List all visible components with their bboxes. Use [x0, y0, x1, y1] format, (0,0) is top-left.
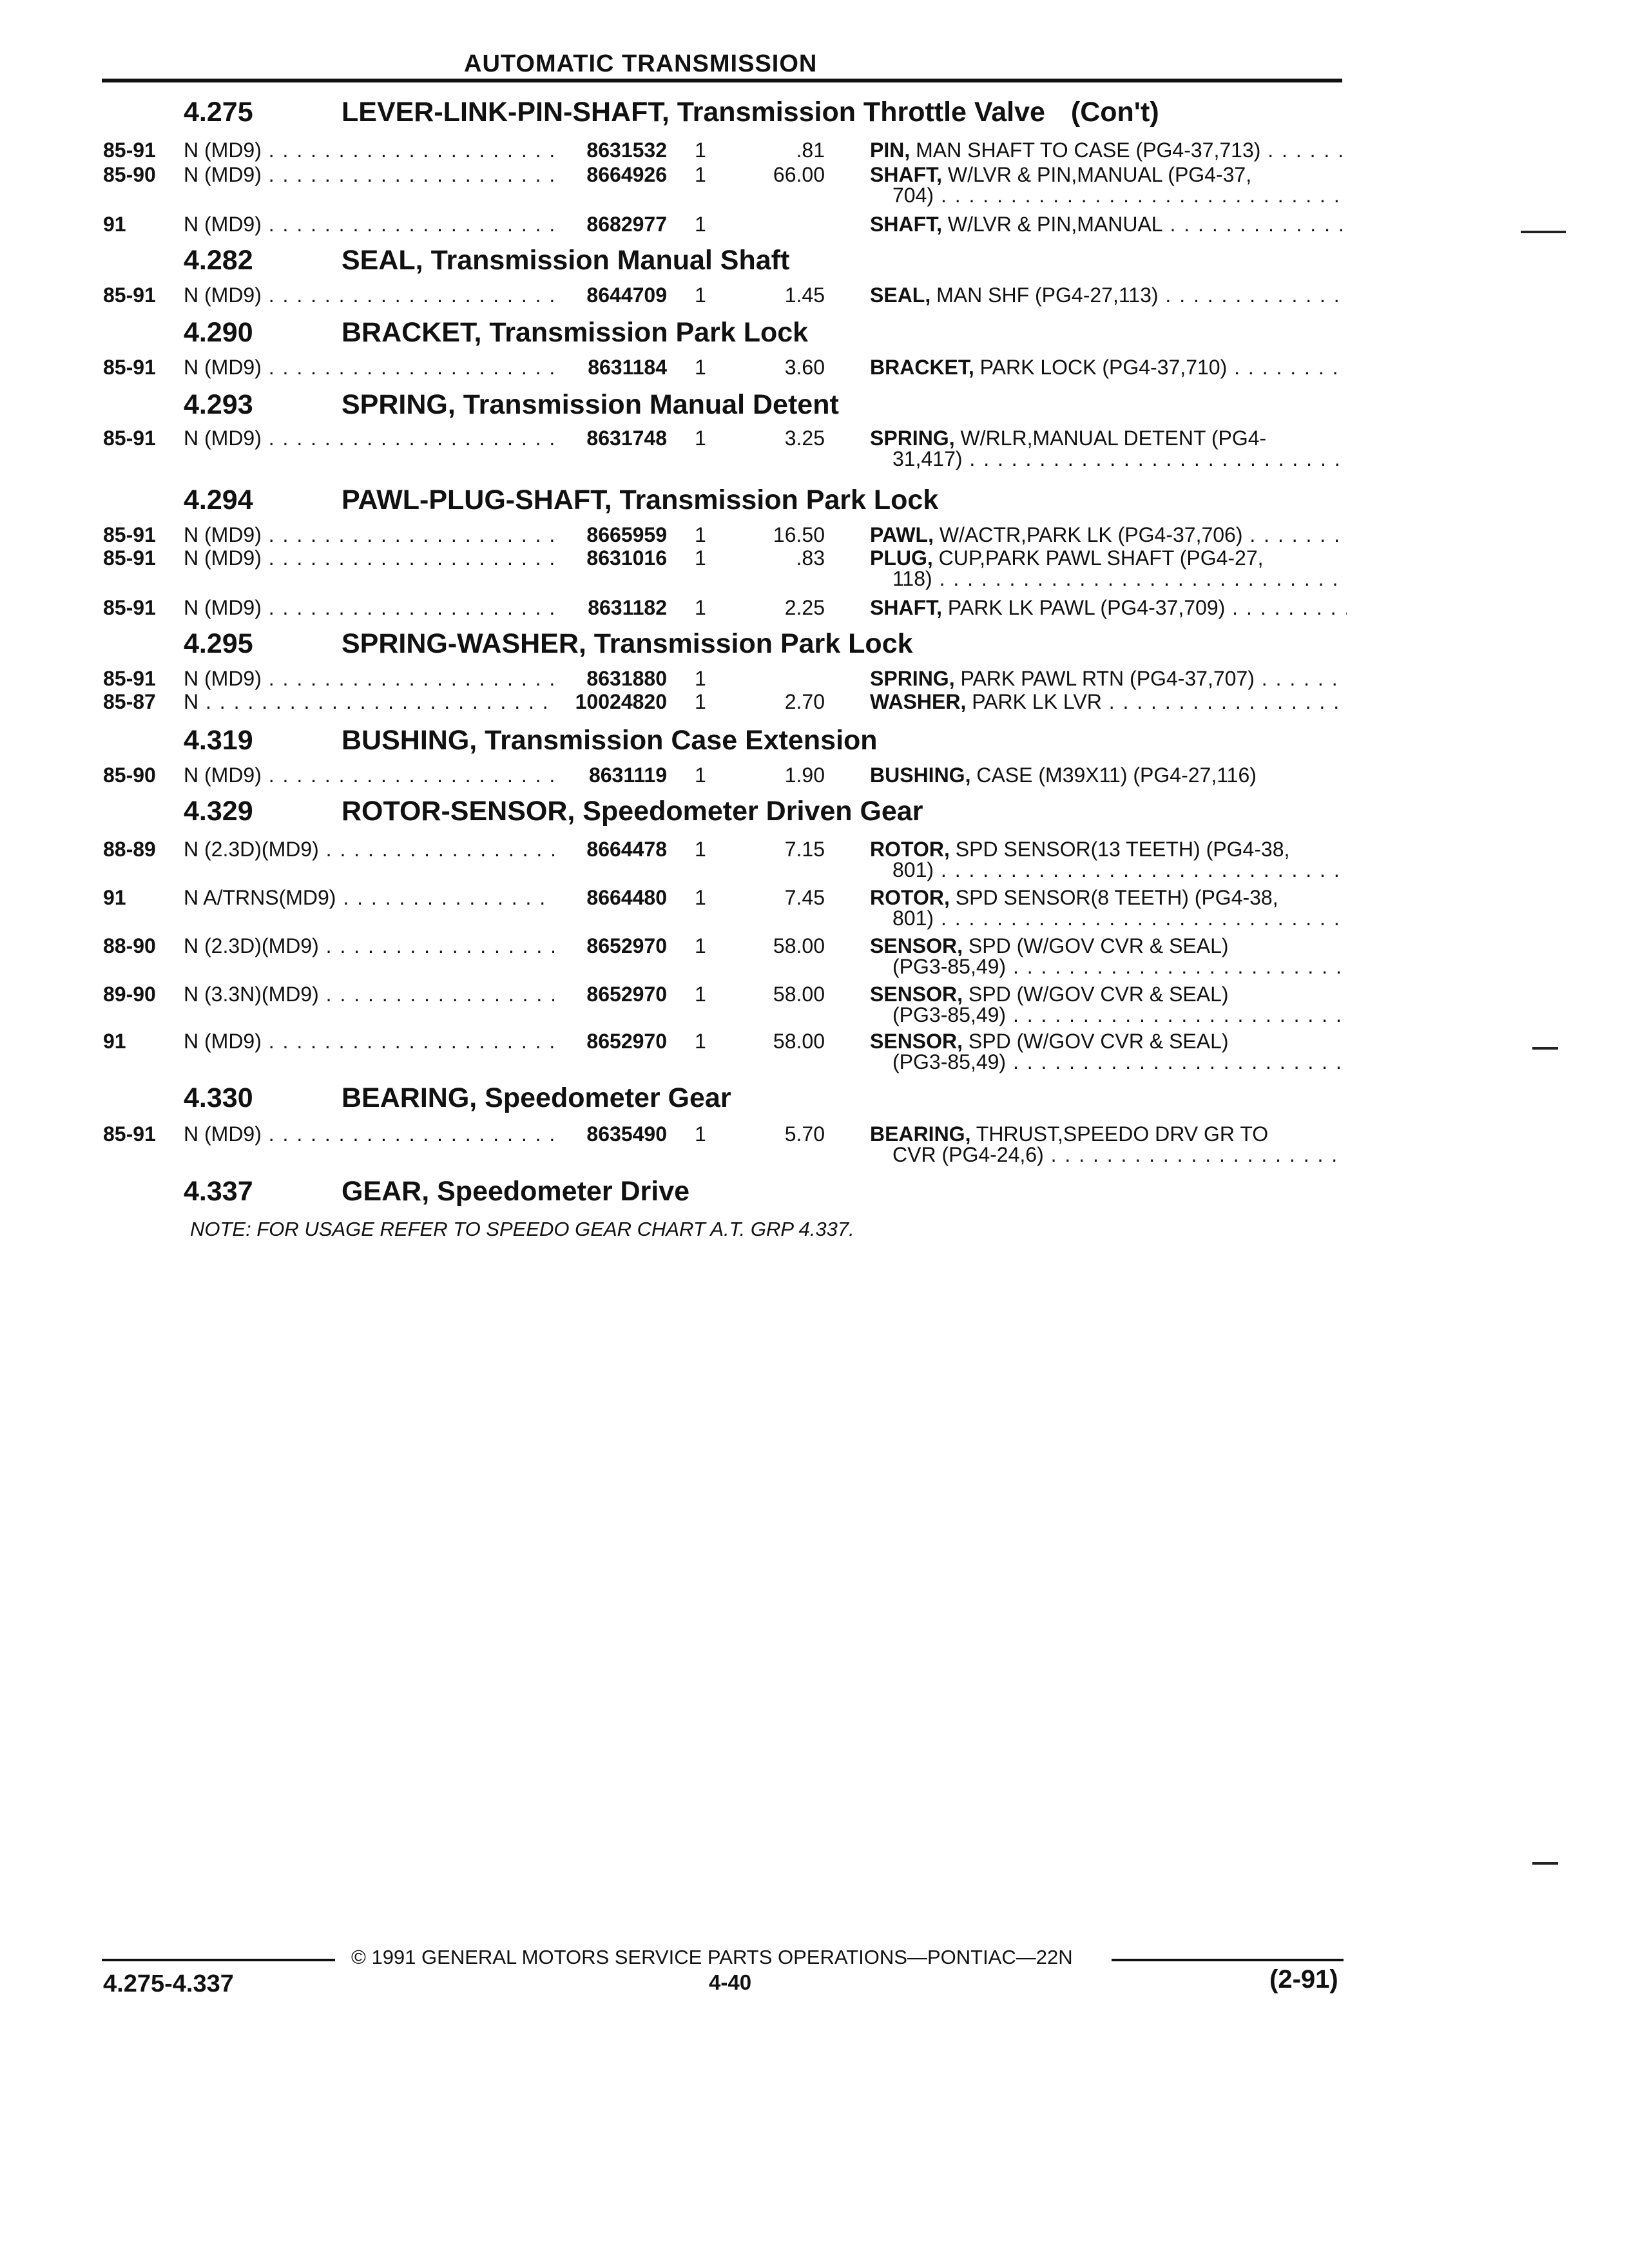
- row-description: [870, 596, 1347, 620]
- row-usage: N (2.3D)(MD9) . . .: [184, 838, 635, 861]
- group-number: 4.319: [184, 725, 253, 756]
- row-price: 58.00: [773, 934, 825, 957]
- group-heading: [184, 796, 923, 827]
- page-title: AUTOMATIC TRANSMISSION: [464, 50, 818, 77]
- margin-mark: [1532, 1862, 1558, 1865]
- row-desc-word: PLUG,: [870, 546, 933, 570]
- row-years: 85-87: [103, 690, 156, 713]
- row-desc-continued: [892, 907, 1347, 930]
- group-heading: [184, 1082, 731, 1114]
- group-title: PAWL-PLUG-SHAFT, Transmission Park Lock: [342, 485, 939, 515]
- group-title: BUSHING, Transmission Case Extension: [342, 725, 878, 756]
- row-desc-word: PIN,: [870, 139, 911, 162]
- row-years: 85-91: [103, 1122, 156, 1146]
- table-row: [103, 983, 1347, 1031]
- row-usage: N (MD9) . . .: [184, 764, 635, 787]
- row-usage: N (MD9) . . .: [184, 546, 635, 570]
- row-description: [870, 356, 1347, 380]
- row-qty: 1: [695, 163, 706, 186]
- row-usage: N (MD9) . . .: [184, 284, 635, 307]
- row-desc-line2: 118) . . .: [892, 567, 1347, 590]
- row-desc-word: SENSOR,: [870, 934, 963, 957]
- row-part-number: 8652970: [554, 934, 667, 958]
- table-row: [103, 764, 1347, 792]
- footer-rule-left: [102, 1959, 335, 1961]
- row-usage: N (MD9) . . .: [184, 139, 635, 162]
- row-description: [870, 213, 1347, 236]
- group-number: 4.290: [184, 317, 253, 348]
- row-years: 88-90: [103, 934, 156, 957]
- row-desc-text: THRUST,SPEEDO DRV GR TO: [970, 1122, 1269, 1146]
- row-years: 85-91: [103, 523, 156, 546]
- row-part-number: 8665959: [554, 523, 667, 547]
- row-usage: N A/TRNS(MD9) . . .: [184, 886, 635, 910]
- group-number: 4.330: [184, 1082, 253, 1113]
- row-years: 91: [103, 886, 126, 909]
- row-qty: 1: [695, 523, 706, 546]
- row-price: 7.45: [784, 886, 825, 909]
- table-row: [103, 690, 1347, 718]
- row-years: 91: [103, 1030, 126, 1053]
- row-part-number: 8635490: [554, 1122, 667, 1146]
- row-description: [870, 690, 1347, 714]
- row-desc-text: SPD (W/GOV CVR & SEAL): [963, 934, 1229, 957]
- row-desc-line2: (PG3-85,49) . . .: [892, 955, 1347, 978]
- group-number: 4.275: [184, 97, 253, 128]
- group-title: ROTOR-SENSOR, Speedometer Driven Gear: [342, 796, 923, 827]
- row-price: 58.00: [773, 983, 825, 1006]
- row-desc-text: PARK PAWL RTN (PG4-37,707) . . .: [955, 667, 1347, 690]
- row-price: 5.70: [784, 1122, 825, 1146]
- row-qty: 1: [695, 546, 706, 570]
- row-desc-text: W/RLR,MANUAL DETENT (PG4-: [954, 427, 1267, 450]
- table-row: [103, 934, 1347, 983]
- row-desc-text: SPD (W/GOV CVR & SEAL): [963, 983, 1229, 1006]
- row-desc-word: BRACKET,: [870, 356, 974, 379]
- table-row: [103, 596, 1347, 624]
- row-usage: N (MD9) . . .: [184, 356, 635, 380]
- row-qty: 1: [695, 427, 706, 450]
- table-row: [103, 427, 1347, 475]
- row-desc-word: SENSOR,: [870, 1030, 963, 1053]
- row-years: 85-91: [103, 284, 156, 307]
- row-qty: 1: [695, 1122, 706, 1146]
- footer-date: (2-91): [1269, 1965, 1338, 1994]
- table-row: [103, 213, 1347, 241]
- row-desc-text: MAN SHAFT TO CASE (PG4-37,713) . . .: [910, 139, 1347, 162]
- row-desc-text: PARK LK PAWL (PG4-37,709) . . .: [942, 596, 1347, 619]
- row-part-number: 8631532: [554, 139, 667, 162]
- row-usage: N (MD9) . . .: [184, 596, 635, 620]
- row-desc-word: BUSHING,: [870, 764, 971, 787]
- table-row: [103, 163, 1347, 211]
- row-years: 85-91: [103, 667, 156, 690]
- row-price: 66.00: [773, 163, 825, 186]
- row-desc-word: ROTOR,: [870, 838, 950, 861]
- row-qty: 1: [695, 596, 706, 619]
- row-desc-text: PARK LK LVR . . .: [966, 690, 1347, 713]
- row-desc-text: W/LVR & PIN,MANUAL (PG4-37,: [942, 163, 1252, 186]
- row-price: 2.25: [784, 596, 825, 619]
- row-years: 85-91: [103, 427, 156, 450]
- footer-copyright: © 1991 GENERAL MOTORS SERVICE PARTS OPERATIONS—PONTIAC—22N: [351, 1946, 1073, 1968]
- group-number: 4.329: [184, 796, 253, 827]
- row-part-number: 8664478: [554, 838, 667, 861]
- row-desc-line2: 704) . . .: [892, 184, 1347, 207]
- table-row: [103, 1122, 1347, 1171]
- row-desc-line2: 801) . . .: [892, 858, 1347, 881]
- row-qty: 1: [695, 838, 706, 861]
- row-price: 16.50: [773, 523, 825, 546]
- row-desc-word: PAWL,: [870, 523, 934, 546]
- row-desc-text: CASE (M39X11) (PG4-27,116): [970, 764, 1257, 787]
- row-desc-text: W/LVR & PIN,MANUAL . . .: [942, 213, 1347, 236]
- group-number: 4.282: [184, 245, 253, 276]
- row-description: [870, 764, 1347, 787]
- row-qty: 1: [695, 983, 706, 1006]
- row-qty: 1: [695, 886, 706, 909]
- row-qty: 1: [695, 667, 706, 690]
- row-desc-text: W/ACTR,PARK LK (PG4-37,706) . . .: [934, 523, 1347, 546]
- row-price: 7.15: [784, 838, 825, 861]
- row-usage: N . . .: [184, 690, 635, 714]
- row-years: 85-91: [103, 596, 156, 619]
- row-qty: 1: [695, 139, 706, 162]
- row-desc-word: SHAFT,: [870, 596, 942, 619]
- group-number: 4.293: [184, 389, 253, 420]
- row-part-number: 8664480: [554, 886, 667, 910]
- row-description: [870, 139, 1347, 162]
- row-desc-line2: 801) . . .: [892, 907, 1347, 930]
- table-row: [103, 356, 1347, 384]
- row-desc-text: CUP,PARK PAWL SHAFT (PG4-27,: [932, 546, 1264, 570]
- row-price: 58.00: [773, 1030, 825, 1053]
- row-part-number: 8652970: [554, 983, 667, 1006]
- row-desc-continued: [892, 184, 1347, 207]
- row-desc-word: SHAFT,: [870, 213, 942, 236]
- row-desc-word: SHAFT,: [870, 163, 942, 186]
- row-qty: 1: [695, 690, 706, 713]
- margin-mark: [1521, 231, 1566, 233]
- row-part-number: 8631184: [554, 356, 667, 380]
- row-desc-word: SEAL,: [870, 284, 931, 307]
- row-usage: N (3.3N)(MD9) . . .: [184, 983, 635, 1006]
- row-desc-word: WASHER,: [870, 690, 967, 713]
- row-price: .83: [796, 546, 825, 570]
- group-heading: [184, 628, 913, 660]
- row-desc-line2: (PG3-85,49) . . .: [892, 1050, 1347, 1073]
- row-usage: N (MD9) . . .: [184, 163, 635, 187]
- row-description: [870, 667, 1347, 691]
- row-part-number: 8631119: [554, 764, 667, 787]
- row-part-number: 8631748: [554, 427, 667, 450]
- row-qty: 1: [695, 356, 706, 379]
- row-price: 3.60: [784, 356, 825, 379]
- row-years: 85-91: [103, 356, 156, 379]
- row-desc-continued: [892, 1143, 1347, 1167]
- row-price: 1.90: [784, 764, 825, 787]
- group-heading: [184, 485, 938, 516]
- group-title: BRACKET, Transmission Park Lock: [342, 317, 809, 348]
- row-part-number: 8631880: [554, 667, 667, 691]
- row-years: 91: [103, 213, 126, 236]
- group-continued: (Con't): [1070, 97, 1159, 128]
- row-desc-word: BEARING,: [870, 1122, 971, 1146]
- page-number: 4-40: [709, 1970, 752, 1994]
- row-desc-continued: [892, 1003, 1347, 1027]
- row-desc-text: SPD SENSOR(13 TEETH) (PG4-38,: [949, 838, 1290, 861]
- row-price: 1.45: [784, 284, 825, 307]
- margin-mark: [1532, 1047, 1558, 1050]
- row-part-number: 8664926: [554, 163, 667, 187]
- row-years: 85-91: [103, 546, 156, 570]
- group-title: SPRING-WASHER, Transmission Park Lock: [342, 628, 913, 659]
- footer-range: 4.275-4.337: [103, 1970, 234, 1997]
- row-description: [870, 284, 1347, 307]
- row-part-number: 8631182: [554, 596, 667, 620]
- group-title: SEAL, Transmission Manual Shaft: [342, 245, 790, 276]
- title-rule: [102, 79, 1342, 82]
- group-number: 4.295: [184, 628, 253, 659]
- row-desc-continued: [892, 447, 1347, 471]
- usage-note: NOTE: FOR USAGE REFER TO SPEEDO GEAR CHART A.T. GRP 4.337.: [190, 1218, 854, 1240]
- row-years: 88-89: [103, 838, 156, 861]
- row-usage: N (MD9) . . .: [184, 1030, 635, 1053]
- row-part-number: 8631016: [554, 546, 667, 570]
- row-desc-word: SPRING,: [870, 667, 955, 690]
- table-row: [103, 838, 1347, 886]
- row-desc-continued: [892, 1050, 1347, 1074]
- row-desc-text: SPD SENSOR(8 TEETH) (PG4-38,: [949, 886, 1278, 909]
- group-heading: [184, 317, 808, 349]
- row-years: 85-90: [103, 764, 156, 787]
- row-part-number: 8652970: [554, 1030, 667, 1053]
- row-usage: N (MD9) . . .: [184, 1122, 635, 1146]
- row-price: 3.25: [784, 427, 825, 450]
- row-desc-line2: CVR (PG4-24,6) . . .: [892, 1143, 1347, 1166]
- row-desc-text: PARK LOCK (PG4-37,710) . . .: [974, 356, 1347, 379]
- row-desc-text: SPD (W/GOV CVR & SEAL): [963, 1030, 1229, 1053]
- row-qty: 1: [695, 213, 706, 236]
- row-desc-line2: (PG3-85,49) . . .: [892, 1003, 1347, 1026]
- row-part-number: 8682977: [554, 213, 667, 236]
- row-desc-text: MAN SHF (PG4-27,113) . . .: [930, 284, 1347, 307]
- row-desc-word: ROTOR,: [870, 886, 950, 909]
- row-qty: 1: [695, 284, 706, 307]
- group-number: 4.337: [184, 1176, 253, 1207]
- row-description: [870, 523, 1347, 547]
- group-heading: [184, 725, 878, 756]
- table-row: [103, 284, 1347, 312]
- row-years: 85-91: [103, 139, 156, 162]
- group-title: LEVER-LINK-PIN-SHAFT, Transmission Throttle Valve: [342, 97, 1045, 128]
- row-desc-continued: [892, 955, 1347, 979]
- row-usage: N (MD9) . . .: [184, 667, 635, 691]
- row-desc-word: SPRING,: [870, 427, 955, 450]
- row-qty: 1: [695, 934, 706, 957]
- row-price: 2.70: [784, 690, 825, 713]
- row-part-number: 10024820: [548, 690, 667, 714]
- row-desc-continued: [892, 858, 1347, 882]
- group-heading: [184, 97, 1159, 128]
- row-price: .81: [796, 139, 825, 162]
- row-desc-word: SENSOR,: [870, 983, 963, 1006]
- group-heading: [184, 389, 839, 421]
- row-qty: 1: [695, 1030, 706, 1053]
- row-years: 85-90: [103, 163, 156, 186]
- row-usage: N (2.3D)(MD9) . . .: [184, 934, 635, 958]
- footer-rule-right: [1112, 1959, 1344, 1961]
- table-row: [103, 886, 1347, 934]
- row-desc-continued: [892, 567, 1347, 591]
- row-usage: N (MD9) . . .: [184, 523, 635, 547]
- group-number: 4.294: [184, 485, 253, 515]
- group-heading: [184, 245, 789, 276]
- row-usage: N (MD9) . . .: [184, 427, 635, 450]
- group-title: BEARING, Speedometer Gear: [342, 1082, 731, 1113]
- row-usage: N (MD9) . . .: [184, 213, 635, 236]
- table-row: [103, 546, 1347, 595]
- row-part-number: 8644709: [554, 284, 667, 307]
- group-heading: [184, 1176, 689, 1207]
- group-title: SPRING, Transmission Manual Detent: [342, 389, 839, 420]
- group-title: GEAR, Speedometer Drive: [342, 1176, 690, 1207]
- table-row: [103, 1030, 1347, 1078]
- row-qty: 1: [695, 764, 706, 787]
- row-desc-line2: 31,417) . . .: [892, 447, 1347, 470]
- row-years: 89-90: [103, 983, 156, 1006]
